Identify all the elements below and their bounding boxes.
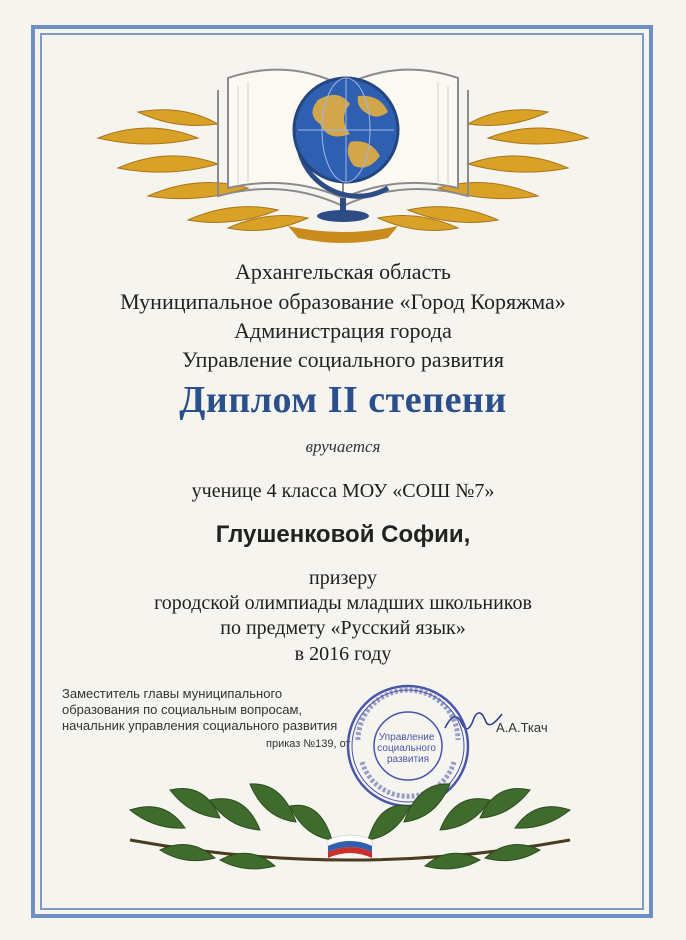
stamp-center-text: Управление социального развития [377, 732, 436, 765]
book-globe-emblem-icon [88, 38, 598, 248]
award-line-1: призеру [309, 567, 377, 589]
signatory-line-2: образования по социальным вопросам, [62, 702, 303, 717]
award-line-4: в 2016 году [294, 643, 392, 665]
municipality-line: Муниципальное образование «Город Коряжма» [120, 289, 566, 314]
award-line-3: по предмету «Русский язык» [220, 617, 466, 639]
pupil-line: ученице 4 класса МОУ «СОШ №7» [191, 480, 495, 502]
award-line-2: городской олимпиады младших школьников [154, 592, 532, 614]
awarded-label: вручается [305, 437, 381, 456]
signatory-line-3: начальник управления социального развития [62, 718, 338, 733]
diploma-title: Диплом II степени [179, 379, 507, 421]
laurel-branch-icon [110, 770, 590, 880]
signatory-line-1: Заместитель главы муниципального [62, 686, 283, 701]
region-line: Архангельская область [235, 259, 451, 284]
signer-name: А.А.Ткач [496, 720, 548, 735]
order-reference: приказ №139, от [266, 738, 351, 750]
signatory-position [62, 686, 362, 734]
recipient-name: Глушенковой Софии, [215, 521, 471, 548]
administration-line: Администрация города [234, 318, 452, 343]
department-line: Управление социального развития [182, 347, 504, 372]
